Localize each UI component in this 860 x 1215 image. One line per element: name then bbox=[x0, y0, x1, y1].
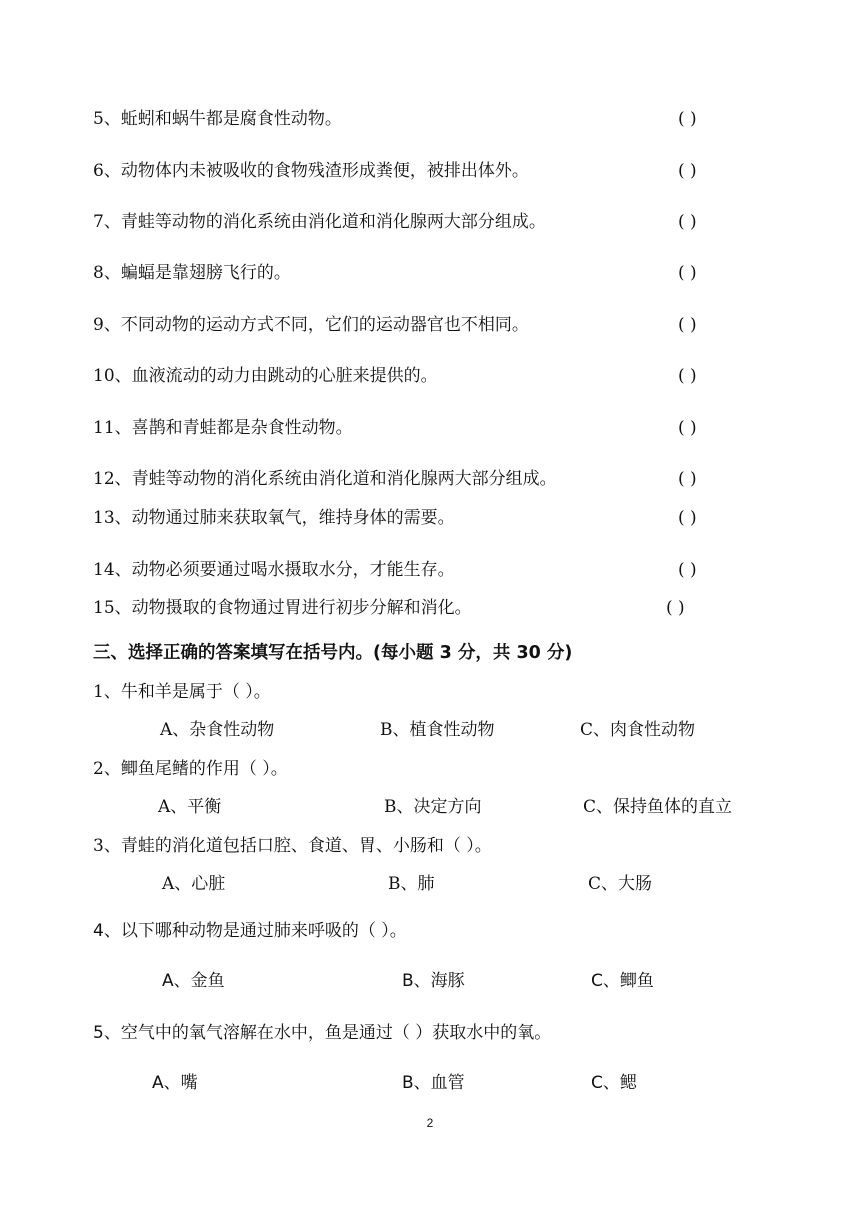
option-c: C、鳃 bbox=[591, 1073, 637, 1093]
answer-bracket: ( ) bbox=[678, 560, 697, 580]
answer-bracket: ( ) bbox=[678, 366, 697, 386]
statement-11: 11、喜鹊和青蛙都是杂食性动物。 bbox=[93, 418, 353, 438]
question-1: 1、牛和羊是属于（ ）。 bbox=[93, 682, 271, 702]
statement-5: 5、蚯蚓和蜗牛都是腐食性动物。 bbox=[93, 109, 342, 129]
question-4: 4、以下哪种动物是通过肺来呼吸的（ ）。 bbox=[93, 921, 407, 941]
option-c: C、鲫鱼 bbox=[591, 971, 654, 991]
option-a: A、平衡 bbox=[158, 797, 222, 817]
statement-13: 13、动物通过肺来获取氧气，维持身体的需要。 bbox=[93, 508, 455, 528]
statement-10: 10、血液流动的动力由跳动的心脏来提供的。 bbox=[93, 366, 438, 386]
answer-bracket: ( ) bbox=[678, 469, 697, 489]
option-c: C、保持鱼体的直立 bbox=[583, 797, 733, 817]
statement-9: 9、不同动物的运动方式不同，它们的运动器官也不相同。 bbox=[93, 315, 529, 335]
option-b: B、海豚 bbox=[402, 971, 465, 991]
question-5: 5、空气中的氧气溶解在水中，鱼是通过（ ）获取水中的氧。 bbox=[93, 1023, 552, 1043]
statement-7: 7、青蛙等动物的消化系统由消化道和消化腺两大部分组成。 bbox=[93, 212, 546, 232]
option-a: A、嘴 bbox=[152, 1073, 198, 1093]
answer-bracket: ( ) bbox=[678, 109, 697, 129]
answer-bracket: ( ) bbox=[678, 212, 697, 232]
answer-bracket: ( ) bbox=[678, 418, 697, 438]
statement-8: 8、蝙蝠是靠翅膀飞行的。 bbox=[93, 263, 291, 283]
option-a: A、杂食性动物 bbox=[160, 720, 275, 740]
option-b: B、植食性动物 bbox=[380, 720, 495, 740]
option-b: B、血管 bbox=[402, 1073, 465, 1093]
option-c: C、大肠 bbox=[588, 874, 653, 894]
answer-bracket: ( ) bbox=[678, 263, 697, 283]
statement-15: 15、动物摄取的食物通过胃进行初步分解和消化。 bbox=[93, 598, 472, 618]
question-2: 2、鲫鱼尾鳍的作用（ ）。 bbox=[93, 759, 288, 779]
statement-6: 6、动物体内未被吸收的食物残渣形成粪便，被排出体外。 bbox=[93, 161, 529, 181]
option-b: B、决定方向 bbox=[384, 797, 482, 817]
answer-bracket: ( ) bbox=[678, 315, 697, 335]
statement-12: 12、青蛙等动物的消化系统由消化道和消化腺两大部分组成。 bbox=[93, 469, 557, 489]
statement-14: 14、动物必须要通过喝水摄取水分，才能生存。 bbox=[93, 560, 455, 580]
section-heading: 三、选择正确的答案填写在括号内。(每小题 3 分，共 30 分) bbox=[93, 643, 573, 663]
option-a: A、金鱼 bbox=[162, 971, 225, 991]
answer-bracket: ( ) bbox=[666, 598, 685, 618]
option-a: A、心脏 bbox=[162, 874, 226, 894]
option-b: B、肺 bbox=[388, 874, 435, 894]
question-3: 3、青蛙的消化道包括口腔、食道、胃、小肠和（ ）。 bbox=[93, 836, 492, 856]
page-number: 2 bbox=[426, 1116, 434, 1130]
answer-bracket: ( ) bbox=[678, 161, 697, 181]
answer-bracket: ( ) bbox=[678, 508, 697, 528]
option-c: C、肉食性动物 bbox=[580, 720, 696, 740]
